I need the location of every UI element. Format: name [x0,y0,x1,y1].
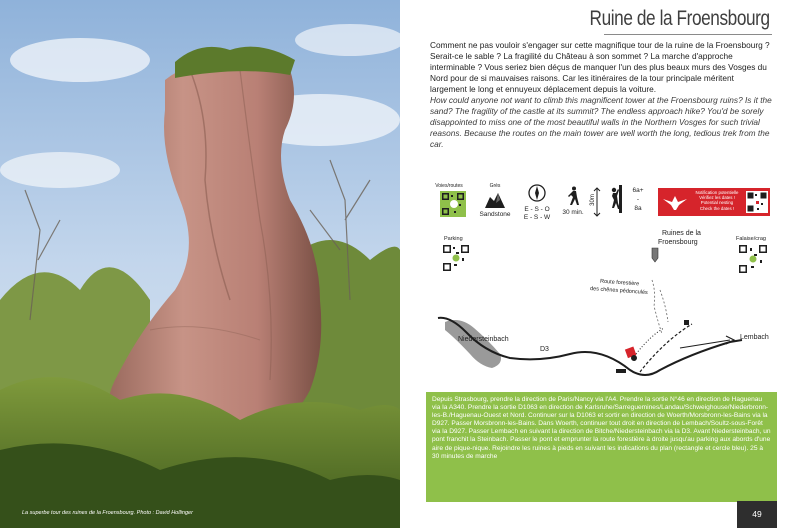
title-underline [604,34,772,35]
hiker-icon [565,186,581,211]
forest-road-label-1: Route forestière [599,278,640,288]
directions-box [426,392,777,502]
village-label: Niedersteinbach [458,336,509,343]
page-number-box [737,501,777,528]
ruins-label-2: Froensbourg [658,239,698,246]
photo-caption: La superbe tour des ruines de la Froensbourg. Photo : David Hollinger [22,510,193,516]
nesting-alert [658,188,770,216]
intro-french: Comment ne pas vouloir s'engager sur cette magnifique tour de la ruine de la Froensbourg ? Serait-ce le sable ? La fragilité du Château à son sommet ? La marche d'approche interminable ? Vous seriez bien déçus de manquer l'un des plus beaux murs des Vosges du Nord pour de si mauvaises raisons. Car les itinéraires de la tour principale méritent largement le long et ennuyeux déplacement depuis la voiture. [430,40,770,94]
approach-time: 30 min. [562,209,584,216]
grade-sep: - [636,196,640,203]
voies-label: Voies/routes [435,183,463,189]
intro-english: How could anyone not want to climb this magnificent tower at the Froensbourg ruins? Is it the sand? The fragility of the castle at its summit? The endless approach hike? You'd be sorely disappointed to miss one of the most beautiful walls in the Northern Vosges for such trivial reasons. Because the routes on the main tower are well worth the long, tedious trek from the car. [430,95,772,149]
approach-map [430,230,775,386]
orientation-fr: E - S - O [524,206,550,213]
orientation-en: E - S - W [523,214,551,221]
ruins-label-1: Ruines de la [662,230,701,237]
map-drawing [430,236,775,386]
page-number: 49 [752,509,762,519]
routes-qr-icon[interactable] [440,191,466,217]
alert-line-4: Check the dates ! [699,205,735,211]
intro-text [430,40,772,150]
rock-type-label: Grès [489,183,501,189]
road-label: D3 [540,346,549,353]
grade-max: 8a [634,205,642,212]
height-value: 30m [590,194,596,206]
alert-text [692,190,742,211]
alert-line-2: Vérifiez les dates ! [699,195,735,201]
grade-min: 6a+ [632,187,644,194]
right-page [400,0,800,528]
bird-icon [662,193,688,216]
page-title: Ruine de la Froensbourg [589,7,770,30]
alert-line-3: Potential nesting [700,200,734,206]
parking-label: Parking [444,236,463,242]
compass-icon [528,184,546,207]
rock-type-value: Sandstone [479,211,511,218]
forest-road-label-2: des chênes pédonculés [589,285,648,297]
climber-icon [606,185,624,218]
directions-text: Depuis Strasbourg, prendre la direction de Paris/Nancy via l'A4. Prendre la sortie N°46 en direction de Haguenau via la A340. Prendre la sortie D1063 en direction de Karlsruhe/Sarreguemines/Landau/Schweighouse/Niederbronn-les-B./Haguenau-Ouest et Nord. Continuer sur la D1063 et sortir en direction de Woerth/Morsbronn-les-Bains via la D927. Passer Morsbronn-les-Bains. Dans Woerth, continuer tout droit en direction de Lembach/Soultz-sous-Forêt via la D927. Passer Lembach en suivant la direction de Bitche/Niedersteinbach via la D3. Avant Niedersteinbach, un pont franchit la Steinbach. Passer le pont et emprunter la route forestière à droite jusqu'au parking aux abords d'une aire de pique-nique. Rejoindre les ruines à pieds en suivant les indications du plan (rectangle et cercle bleu). 25 à 30 minutes de marche [432,396,771,460]
town-label: Lembach [740,334,769,341]
alert-qr-icon[interactable] [746,191,768,213]
alert-line-1: Notification potentielle [695,190,739,195]
crag-label: Falaise/crag [736,236,766,242]
